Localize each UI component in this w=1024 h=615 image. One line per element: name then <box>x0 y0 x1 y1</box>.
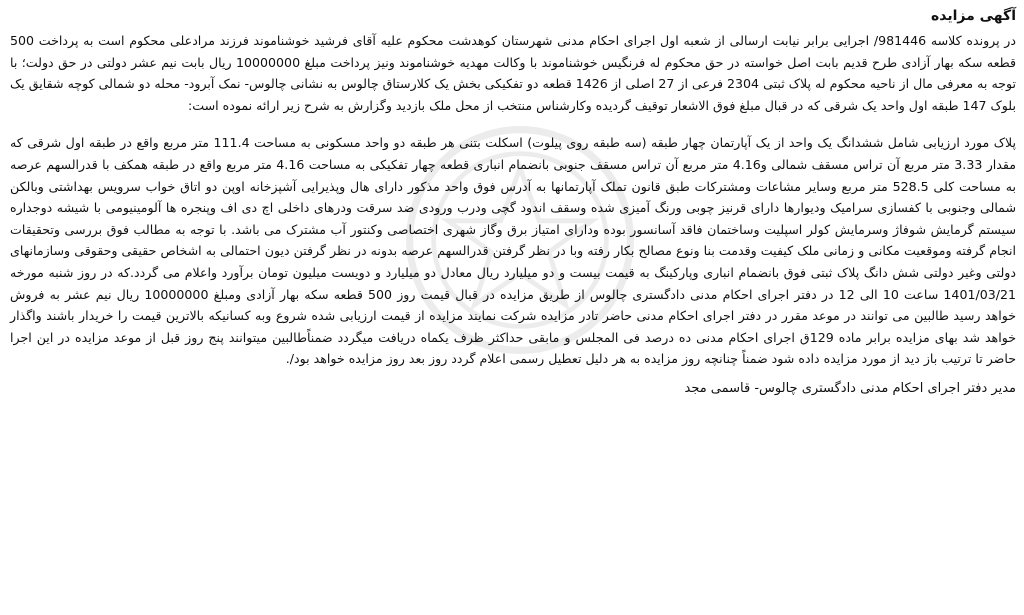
notice-paragraph-case: در پرونده کلاسه 981446/ اجرایی برابر نیابت ارسالی از شعبه اول اجرای احکام مدنی شهرستان کوهدشت محکوم علیه آقای فرشید خوشناموند فرزند مرادعلی محکوم است به پرداخت 500 قطعه سکه بهار آزادی طرح قدیم بابت اصل خواسته در حق محکوم له فرنگیس خوشناموند با وکالت مهدیه خوشناموند ونیز پرداخت مبلغ 10000000 ریال بابت نیم عشر دولتی در حق دولت؛ با توجه به معرفی مال از ناحیه محکوم له پلاک ثبتی 2304 فرعی از 27 اصلی از 1426 قطعه دو تفکیکی بخش یک کلارستاق چالوس به نشانی چالوس- نمک آبرود- محله دو شمالی کوچه شقایق یک بلوک 147 طبقه اول واحد یک شرقی که در قبال مبلغ فوق الاشعار توقیف گردیده وکارشناس منتخب از محل ملک بازدید وگزارش به شرح زیر ارائه نموده است: <box>10 33 1017 113</box>
notice-paragraph-details: پلاک مورد ارزیابی شامل ششدانگ یک واحد از یک آپارتمان چهار طبقه (سه طبقه روی پیلوت) اسکلت بتنی هر طبقه دو واحد مسکونی به مساحت 111.4 متر مربع واقع در طبقه اول شرقی که مقدار 3.33 متر مربع آن تراس مسقف شمالی و4.16 متر مربع آن تراس مسقف جنوبی بانضمام انباری قطعه چهار تفکیکی به مساحت 4.16 متر مربع واقع در طبقه همکف با قدرالسهم عرصه به مساحت کلی 528.5 متر مربع وسایر مشاعات ومشترکات طبق قانون تملک آپارتمانها به آدرس فوق واحد مذکور دارای هال وپذیرایی آشپزخانه اوپن دو اتاق خواب سرویس بهداشتی وبالکن شمالی وجنوبی با کفسازی سرامیک ودیوارها دارای قرنیز چوبی ورنگ آمیزی شده وسقف اندود گچی ودرب ورودی ضد سرقت ودرهای داخلی اچ دی اف وپنجره ها آلومینیومی با شیشه دوجداره سیستم گرمایش شوفاژ وسرمایش کولر اسپلیت وساختمان فاقد آسانسور بوده ودارای امتیاز برق وگاز شهری اختصاصی وکنتور آب مشترک می باشد. با توجه به مطالب فوق بررسی وتحقیقات انجام گرفته وموقعیت مکانی و زمانی ملک کیفیت وقدمت بنا ونوع مصالح بکار رفته وبا در نظر گرفتن قدرالسهم عرصه بدونه در نظر گرفتن دیون احتمالی به اشخاص حقیقی وحقوقی وسازمانهای دولتی وغیر دولتی شش دانگ پلاک ثبتی فوق بانضمام انباری وپارکینگ به قیمت بیست و دو میلیارد ریال معادل دو میلیارد و دویست میلیون تومان برآورد واعلام می گردد.که در روز شنبه مورخه 1401/03/21 ساعت 10 الی 12 در دفتر اجرای احکام مدنی دادگستری چالوس از طریق مزایده در قبال قیمت روز 500 قطعه سکه بهار آزادی ومبلغ 10000000 ریال نیم عشر به فروش خواهد رسید طالبین می توانند در موعد مقرر در دفتر اجرای احکام مدنی حاضر تادر مزایده شرکت نمایند مزایده از قیمت ارزیابی شده شروع وبه کسانیکه بالاترین قیمت را خریدار باشند واگذار خواهد شد بهای مزایده برابر ماده 129ق اجرای احکام مدنی ده درصد فی المجلس و مابقی حداکثر ظرف یکماه دریافت میگردد ضمناًطالبین میتوانند پنج روز قبل از موعد مزایده در این اجرا حاضر تا ترتیب باز دید از مورد مزایده داده شود ضمناً چنانچه روز مزایده به هر دلیل تعطیل رسمی اعلام گردد روز بعد روز مزایده خواهد بود/. <box>10 135 1017 367</box>
notice-title: آگهی مزایده <box>930 8 1016 24</box>
notice-signature: مدیر دفتر اجرای احکام مدنی دادگستری چالوس- قاسمی مجد <box>684 380 1016 396</box>
